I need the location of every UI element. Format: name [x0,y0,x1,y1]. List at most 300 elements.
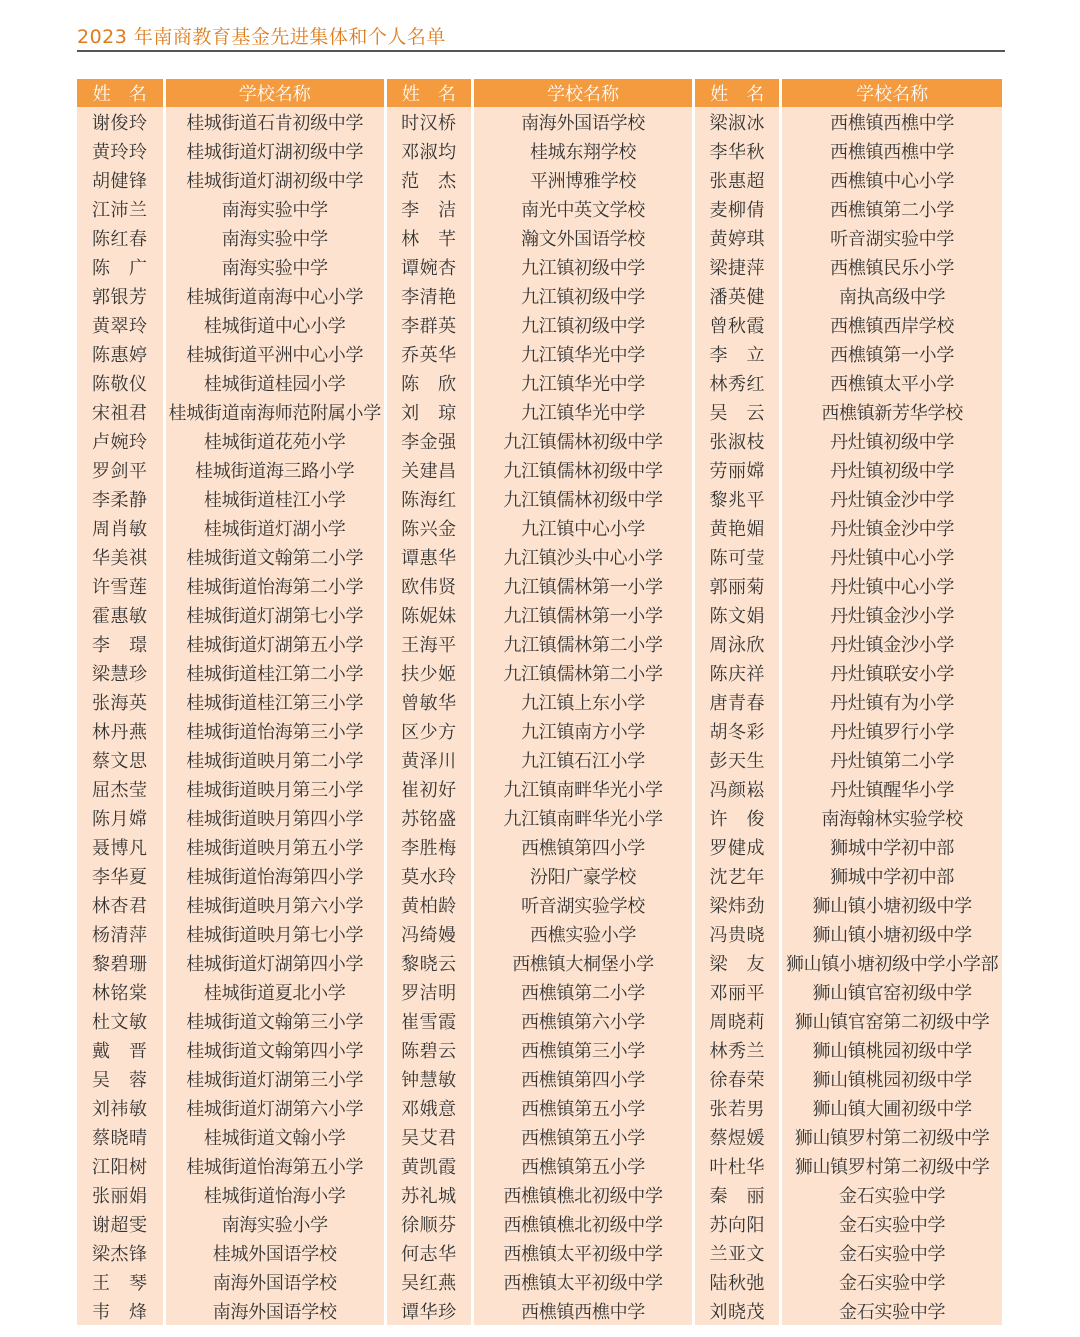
person-name-cell: 梁 友 [694,948,781,977]
table-row [77,803,1002,832]
school-name-cell: 丹灶镇罗行小学 [781,716,1002,745]
person-name-cell: 刘晓茂 [694,1296,781,1325]
table-row [77,832,1002,861]
person-name-cell: 徐顺芬 [385,1209,472,1238]
person-name-cell: 陈惠婷 [77,339,164,368]
table-row [77,1238,1002,1267]
school-name-cell: 狮山镇大圃初级中学 [781,1093,1002,1122]
person-name-cell: 霍惠敏 [77,600,164,629]
person-name-cell: 戴 晋 [77,1035,164,1064]
person-name-cell: 陈月嫦 [77,803,164,832]
person-name-cell: 张若男 [694,1093,781,1122]
person-name-cell: 时汉桥 [385,107,472,136]
person-name-cell: 苏礼城 [385,1180,472,1209]
school-name-cell: 九江镇初级中学 [472,281,693,310]
person-name-cell: 张淑枝 [694,426,781,455]
school-name-cell: 桂城街道文翰第三小学 [164,1006,385,1035]
person-name-cell: 唐青春 [694,687,781,716]
person-name-cell: 何志华 [385,1238,472,1267]
school-name-cell: 西樵镇大桐堡小学 [472,948,693,977]
school-name-cell: 金石实验中学 [781,1180,1002,1209]
table-row [77,426,1002,455]
person-name-cell: 罗健成 [694,832,781,861]
person-name-cell: 吴 云 [694,397,781,426]
person-name-cell: 黎兆平 [694,484,781,513]
person-name-cell: 谢俊玲 [77,107,164,136]
table-row [77,861,1002,890]
school-name-cell: 桂城街道映月第五小学 [164,832,385,861]
person-name-cell: 张海英 [77,687,164,716]
school-name-cell: 南海实验中学 [164,194,385,223]
person-name-cell: 李 立 [694,339,781,368]
school-name-cell: 桂城街道文翰小学 [164,1122,385,1151]
school-name-cell: 南海实验中学 [164,252,385,281]
person-name-cell: 蔡晓晴 [77,1122,164,1151]
school-name-cell: 丹灶镇金沙中学 [781,484,1002,513]
person-name-cell: 吴 蓉 [77,1064,164,1093]
school-name-cell: 桂城街道灯湖第三小学 [164,1064,385,1093]
school-name-cell: 西樵镇太平小学 [781,368,1002,397]
school-name-cell: 汾阳广豪学校 [472,861,693,890]
school-name-cell: 西樵镇樵北初级中学 [472,1209,693,1238]
school-name-cell: 平洲博雅学校 [472,165,693,194]
person-name-cell: 吴艾君 [385,1122,472,1151]
person-name-cell: 李胜梅 [385,832,472,861]
school-name-cell: 九江镇儒林第一小学 [472,571,693,600]
school-name-cell: 狮山镇小塘初级中学 [781,890,1002,919]
school-name-cell: 桂城街道花苑小学 [164,426,385,455]
person-name-cell: 潘英健 [694,281,781,310]
header-name-2: 姓 名 [385,79,472,107]
person-name-cell: 林秀红 [694,368,781,397]
school-name-cell: 九江镇儒林第一小学 [472,600,693,629]
school-name-cell: 九江镇上东小学 [472,687,693,716]
table-row [77,774,1002,803]
person-name-cell: 曾秋霞 [694,310,781,339]
person-name-cell: 黎晓云 [385,948,472,977]
title-divider [77,50,1005,52]
person-name-cell: 邓淑均 [385,136,472,165]
school-name-cell: 金石实验中学 [781,1209,1002,1238]
school-name-cell: 西樵镇第二小学 [472,977,693,1006]
person-name-cell: 崔雪霞 [385,1006,472,1035]
school-name-cell: 丹灶镇有为小学 [781,687,1002,716]
person-name-cell: 江沛兰 [77,194,164,223]
person-name-cell: 谭华珍 [385,1296,472,1325]
school-name-cell: 桂城街道桂江小学 [164,484,385,513]
school-name-cell: 九江镇华光中学 [472,339,693,368]
person-name-cell: 冯绮嫚 [385,919,472,948]
person-name-cell: 杜文敏 [77,1006,164,1035]
school-name-cell: 桂城东翔学校 [472,136,693,165]
school-name-cell: 桂城街道南海中心小学 [164,281,385,310]
person-name-cell: 沈艺年 [694,861,781,890]
person-name-cell: 刘祎敏 [77,1093,164,1122]
person-name-cell: 周晓莉 [694,1006,781,1035]
person-name-cell: 吴红燕 [385,1267,472,1296]
school-name-cell: 狮城中学初中部 [781,832,1002,861]
person-name-cell: 陈敬仪 [77,368,164,397]
table-row [77,1064,1002,1093]
table-row [77,513,1002,542]
school-name-cell: 南光中英文学校 [472,194,693,223]
person-name-cell: 区少方 [385,716,472,745]
page-title: 2023 年南商教育基金先进集体和个人名单 [77,26,446,48]
school-name-cell: 桂城街道海三路小学 [164,455,385,484]
school-name-cell: 西樵镇中心小学 [781,165,1002,194]
school-name-cell: 听音湖实验中学 [781,223,1002,252]
table-row [77,310,1002,339]
school-name-cell: 桂城外国语学校 [164,1238,385,1267]
school-name-cell: 桂城街道灯湖第七小学 [164,600,385,629]
school-name-cell: 丹灶镇第二小学 [781,745,1002,774]
school-name-cell: 九江镇儒林初级中学 [472,426,693,455]
person-name-cell: 莫水玲 [385,861,472,890]
table-row [77,629,1002,658]
table-row [77,223,1002,252]
person-name-cell: 苏铭盛 [385,803,472,832]
person-name-cell: 林铭棠 [77,977,164,1006]
header-name-3: 姓 名 [694,79,781,107]
school-name-cell: 桂城街道怡海第二小学 [164,571,385,600]
school-name-cell: 狮山镇桃园初级中学 [781,1035,1002,1064]
school-name-cell: 西樵镇第五小学 [472,1151,693,1180]
school-name-cell: 瀚文外国语学校 [472,223,693,252]
school-name-cell: 西樵镇第三小学 [472,1035,693,1064]
school-name-cell: 桂城街道怡海第四小学 [164,861,385,890]
school-name-cell: 九江镇南方小学 [472,716,693,745]
person-name-cell: 邓娥意 [385,1093,472,1122]
school-name-cell: 西樵镇新芳华学校 [781,397,1002,426]
school-name-cell: 桂城街道怡海小学 [164,1180,385,1209]
school-name-cell: 西樵镇第四小学 [472,1064,693,1093]
person-name-cell: 黄凯霞 [385,1151,472,1180]
person-name-cell: 李华夏 [77,861,164,890]
person-name-cell: 李柔静 [77,484,164,513]
table-row [77,977,1002,1006]
person-name-cell: 陈文娟 [694,600,781,629]
table-row [77,1035,1002,1064]
person-name-cell: 黄玲玲 [77,136,164,165]
school-name-cell: 桂城街道映月第七小学 [164,919,385,948]
table-row [77,745,1002,774]
person-name-cell: 周肖敏 [77,513,164,542]
school-name-cell: 桂城街道文翰第四小学 [164,1035,385,1064]
school-name-cell: 西樵镇第一小学 [781,339,1002,368]
person-name-cell: 张丽娟 [77,1180,164,1209]
person-name-cell: 陈 广 [77,252,164,281]
school-name-cell: 西樵镇太平初级中学 [472,1267,693,1296]
table-row [77,600,1002,629]
table-row [77,1151,1002,1180]
table-row [77,1180,1002,1209]
school-name-cell: 南执高级中学 [781,281,1002,310]
school-name-cell: 九江镇沙头中心小学 [472,542,693,571]
table-row [77,455,1002,484]
school-name-cell: 南海实验小学 [164,1209,385,1238]
school-name-cell: 桂城街道映月第三小学 [164,774,385,803]
honor-roster-table [77,79,1002,1325]
school-name-cell: 桂城街道夏北小学 [164,977,385,1006]
table-row [77,1296,1002,1325]
table-row [77,339,1002,368]
school-name-cell: 西樵镇民乐小学 [781,252,1002,281]
table-row [77,165,1002,194]
school-name-cell: 九江镇儒林第二小学 [472,658,693,687]
person-name-cell: 许雪莲 [77,571,164,600]
person-name-cell: 胡健锋 [77,165,164,194]
person-name-cell: 兰亚文 [694,1238,781,1267]
person-name-cell: 屈杰莹 [77,774,164,803]
person-name-cell: 李 洁 [385,194,472,223]
table-row [77,890,1002,919]
table-row [77,919,1002,948]
school-name-cell: 西樵镇太平初级中学 [472,1238,693,1267]
school-name-cell: 丹灶镇联安小学 [781,658,1002,687]
person-name-cell: 林杏君 [77,890,164,919]
table-row [77,948,1002,977]
school-name-cell: 九江镇华光中学 [472,368,693,397]
header-school-2: 学校名称 [472,79,693,107]
school-name-cell: 桂城街道怡海第三小学 [164,716,385,745]
table-row [77,397,1002,426]
person-name-cell: 杨清萍 [77,919,164,948]
header-name-1: 姓 名 [77,79,164,107]
person-name-cell: 李 璟 [77,629,164,658]
school-name-cell: 丹灶镇中心小学 [781,571,1002,600]
school-name-cell: 南海实验中学 [164,223,385,252]
person-name-cell: 苏向阳 [694,1209,781,1238]
person-name-cell: 李群英 [385,310,472,339]
school-name-cell: 九江镇儒林初级中学 [472,484,693,513]
school-name-cell: 九江镇儒林初级中学 [472,455,693,484]
school-name-cell: 丹灶镇金沙小学 [781,629,1002,658]
school-name-cell: 南海外国语学校 [472,107,693,136]
person-name-cell: 李清艳 [385,281,472,310]
person-name-cell: 胡冬彩 [694,716,781,745]
school-name-cell: 狮山镇小塘初级中学 [781,919,1002,948]
school-name-cell: 桂城街道灯湖初级中学 [164,165,385,194]
person-name-cell: 李华秋 [694,136,781,165]
person-name-cell: 陈庆祥 [694,658,781,687]
school-name-cell: 桂城街道文翰第二小学 [164,542,385,571]
school-name-cell: 狮山镇官窑初级中学 [781,977,1002,1006]
table-row [77,368,1002,397]
school-name-cell: 桂城街道映月第四小学 [164,803,385,832]
table-row [77,571,1002,600]
person-name-cell: 陆秋弛 [694,1267,781,1296]
school-name-cell: 丹灶镇中心小学 [781,542,1002,571]
person-name-cell: 卢婉玲 [77,426,164,455]
school-name-cell: 西樵镇西岸学校 [781,310,1002,339]
person-name-cell: 彭天生 [694,745,781,774]
person-name-cell: 陈可莹 [694,542,781,571]
person-name-cell: 秦 丽 [694,1180,781,1209]
person-name-cell: 张惠超 [694,165,781,194]
person-name-cell: 曾敏华 [385,687,472,716]
school-name-cell: 桂城街道映月第六小学 [164,890,385,919]
school-name-cell: 九江镇初级中学 [472,310,693,339]
school-name-cell: 桂城街道映月第二小学 [164,745,385,774]
person-name-cell: 蔡煜媛 [694,1122,781,1151]
person-name-cell: 罗剑平 [77,455,164,484]
person-name-cell: 冯颜崧 [694,774,781,803]
school-name-cell: 桂城街道中心小学 [164,310,385,339]
person-name-cell: 关建昌 [385,455,472,484]
school-name-cell: 桂城街道石肯初级中学 [164,107,385,136]
person-name-cell: 谢超雯 [77,1209,164,1238]
school-name-cell: 九江镇石江小学 [472,745,693,774]
table-row [77,1209,1002,1238]
person-name-cell: 陈 欣 [385,368,472,397]
table-row [77,107,1002,136]
person-name-cell: 崔初好 [385,774,472,803]
school-name-cell: 桂城街道灯湖第四小学 [164,948,385,977]
person-name-cell: 陈兴金 [385,513,472,542]
school-name-cell: 西樵镇西樵中学 [472,1296,693,1325]
table-row [77,1006,1002,1035]
person-name-cell: 梁淑冰 [694,107,781,136]
person-name-cell: 郭丽菊 [694,571,781,600]
person-name-cell: 黄翠玲 [77,310,164,339]
school-name-cell: 西樵镇樵北初级中学 [472,1180,693,1209]
school-name-cell: 金石实验中学 [781,1296,1002,1325]
person-name-cell: 林 芊 [385,223,472,252]
school-name-cell: 九江镇初级中学 [472,252,693,281]
school-name-cell: 桂城街道平洲中心小学 [164,339,385,368]
person-name-cell: 麦柳倩 [694,194,781,223]
table-row [77,542,1002,571]
person-name-cell: 韦 烽 [77,1296,164,1325]
table-row [77,716,1002,745]
table-row [77,1267,1002,1296]
person-name-cell: 梁炜劲 [694,890,781,919]
person-name-cell: 罗洁明 [385,977,472,1006]
school-name-cell: 狮山镇官窑第二初级中学 [781,1006,1002,1035]
person-name-cell: 聂博凡 [77,832,164,861]
school-name-cell: 南海外国语学校 [164,1296,385,1325]
school-name-cell: 听音湖实验学校 [472,890,693,919]
person-name-cell: 梁慧珍 [77,658,164,687]
school-name-cell: 西樵镇第六小学 [472,1006,693,1035]
person-name-cell: 黎碧珊 [77,948,164,977]
person-name-cell: 扶少姬 [385,658,472,687]
person-name-cell: 梁捷萍 [694,252,781,281]
school-name-cell: 桂城街道灯湖第五小学 [164,629,385,658]
school-name-cell: 九江镇南畔华光小学 [472,803,693,832]
table-row [77,658,1002,687]
school-name-cell: 西樵镇西樵中学 [781,107,1002,136]
person-name-cell: 范 杰 [385,165,472,194]
table-row [77,281,1002,310]
person-name-cell: 谭惠华 [385,542,472,571]
school-name-cell: 丹灶镇金沙小学 [781,600,1002,629]
person-name-cell: 钟慧敏 [385,1064,472,1093]
school-name-cell: 桂城街道南海师范附属小学 [164,397,385,426]
school-name-cell: 桂城街道桂江第二小学 [164,658,385,687]
table-row [77,484,1002,513]
school-name-cell: 西樵镇第五小学 [472,1093,693,1122]
school-name-cell: 桂城街道桂江第三小学 [164,687,385,716]
school-name-cell: 南海翰林实验学校 [781,803,1002,832]
school-name-cell: 西樵镇第四小学 [472,832,693,861]
person-name-cell: 徐春荣 [694,1064,781,1093]
person-name-cell: 林秀兰 [694,1035,781,1064]
school-name-cell: 九江镇儒林第二小学 [472,629,693,658]
person-name-cell: 陈海红 [385,484,472,513]
person-name-cell: 黄婷琪 [694,223,781,252]
school-name-cell: 桂城街道怡海第五小学 [164,1151,385,1180]
person-name-cell: 劳丽嫦 [694,455,781,484]
school-name-cell: 丹灶镇金沙中学 [781,513,1002,542]
table-row [77,194,1002,223]
school-name-cell: 南海外国语学校 [164,1267,385,1296]
school-name-cell: 狮山镇桃园初级中学 [781,1064,1002,1093]
table-row [77,1122,1002,1151]
school-name-cell: 西樵镇第二小学 [781,194,1002,223]
person-name-cell: 华美祺 [77,542,164,571]
table-row [77,252,1002,281]
school-name-cell: 西樵镇第五小学 [472,1122,693,1151]
person-name-cell: 陈妮妹 [385,600,472,629]
person-name-cell: 刘 琼 [385,397,472,426]
table-header-row [77,79,1002,107]
person-name-cell: 蔡文思 [77,745,164,774]
person-name-cell: 冯贵晓 [694,919,781,948]
person-name-cell: 王海平 [385,629,472,658]
school-name-cell: 金石实验中学 [781,1238,1002,1267]
person-name-cell: 黄柏龄 [385,890,472,919]
school-name-cell: 丹灶镇醒华小学 [781,774,1002,803]
school-name-cell: 丹灶镇初级中学 [781,455,1002,484]
school-name-cell: 金石实验中学 [781,1267,1002,1296]
table-row [77,1093,1002,1122]
person-name-cell: 谭婉杏 [385,252,472,281]
person-name-cell: 梁杰锋 [77,1238,164,1267]
school-name-cell: 丹灶镇初级中学 [781,426,1002,455]
school-name-cell: 狮城中学初中部 [781,861,1002,890]
person-name-cell: 周泳欣 [694,629,781,658]
table-row [77,687,1002,716]
person-name-cell: 林丹燕 [77,716,164,745]
person-name-cell: 王 琴 [77,1267,164,1296]
school-name-cell: 桂城街道桂园小学 [164,368,385,397]
school-name-cell: 九江镇华光中学 [472,397,693,426]
header-school-3: 学校名称 [781,79,1002,107]
person-name-cell: 黄泽川 [385,745,472,774]
person-name-cell: 李金强 [385,426,472,455]
school-name-cell: 桂城街道灯湖初级中学 [164,136,385,165]
person-name-cell: 郭银芳 [77,281,164,310]
header-school-1: 学校名称 [164,79,385,107]
school-name-cell: 桂城街道灯湖小学 [164,513,385,542]
person-name-cell: 陈碧云 [385,1035,472,1064]
person-name-cell: 黄艳媚 [694,513,781,542]
school-name-cell: 西樵镇西樵中学 [781,136,1002,165]
school-name-cell: 狮山镇小塘初级中学小学部 [781,948,1002,977]
school-name-cell: 桂城街道灯湖第六小学 [164,1093,385,1122]
school-name-cell: 九江镇中心小学 [472,513,693,542]
person-name-cell: 欧伟贤 [385,571,472,600]
table-body [77,107,1002,1325]
school-name-cell: 西樵实验小学 [472,919,693,948]
person-name-cell: 乔英华 [385,339,472,368]
table-row [77,136,1002,165]
school-name-cell: 狮山镇罗村第二初级中学 [781,1122,1002,1151]
person-name-cell: 许 俊 [694,803,781,832]
person-name-cell: 叶杜华 [694,1151,781,1180]
person-name-cell: 邓丽平 [694,977,781,1006]
